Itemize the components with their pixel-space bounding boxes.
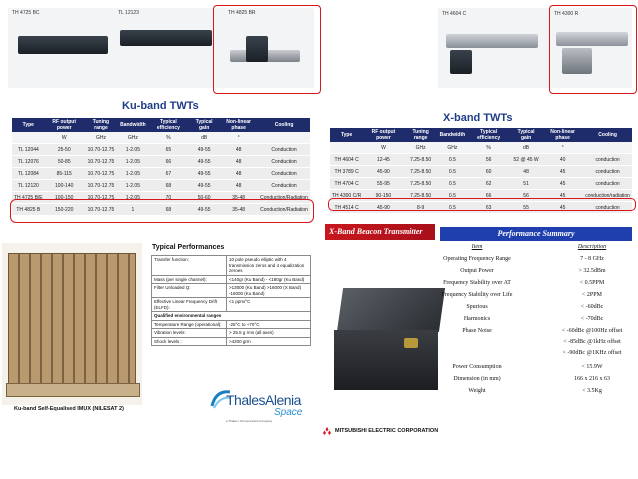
table-cell: 68	[148, 204, 189, 216]
table-cell: 49-55	[189, 144, 219, 156]
summary-item: Power Consumption	[452, 364, 502, 370]
summary-item	[402, 338, 552, 346]
beacon-banner-text: X-Band Beacon Transmitter	[329, 227, 423, 236]
table-cell: 48	[219, 180, 258, 192]
summary-desc: < -70dBc	[580, 316, 604, 322]
unit-cell: W	[45, 132, 84, 144]
table-cell: 1-2.05	[118, 156, 148, 168]
table-cell: 67	[148, 168, 189, 180]
table-cell: 48	[510, 166, 542, 178]
table-cell: 85-115	[45, 168, 84, 180]
table-cell: 45	[542, 190, 583, 202]
perf-value: -25°C to +70°C	[227, 320, 311, 329]
table-cell: TL 12084	[12, 168, 45, 180]
col-cooling: Cooling	[583, 128, 632, 142]
col-phase: Non-linear phase	[219, 118, 258, 132]
summary-row	[402, 255, 634, 263]
col-bandwidth: Bandwidth	[118, 118, 148, 132]
col-type: Type	[12, 118, 45, 132]
summary-header-row	[402, 243, 634, 251]
summary-row	[402, 363, 634, 371]
table-cell: 45	[542, 166, 583, 178]
unit-cell: dB	[510, 142, 542, 154]
x-highlight-box-photo	[549, 5, 637, 94]
col-rf-power: RF output power	[45, 118, 84, 132]
table-cell: TH 4514 C	[330, 202, 363, 214]
summary-item: Dimension (in mm)	[453, 376, 501, 382]
perf-label: Mass (per single channel):	[152, 275, 227, 284]
table-row	[152, 256, 311, 276]
table-cell: 48	[219, 156, 258, 168]
ku-caption-3: TH 4825 BR	[228, 10, 256, 16]
table-cell: 56	[467, 154, 510, 166]
summary-desc: < 0.5PPM	[579, 280, 605, 286]
table-cell: TH 4704 C	[330, 178, 363, 190]
table-cell: 0.5	[438, 154, 468, 166]
summary-desc: < 15.9W	[581, 364, 603, 370]
table-cell: 50-85	[45, 156, 84, 168]
summary-row	[402, 338, 634, 346]
table-cell: 68	[148, 180, 189, 192]
table-cell: Conduction	[258, 156, 310, 168]
table-cell: 45-90	[363, 166, 403, 178]
col-gain: Typical gain	[510, 128, 542, 142]
twt-image-4-body	[450, 50, 472, 74]
unit-cell: °	[542, 142, 583, 154]
imux-base	[6, 383, 140, 397]
summary-desc: 7 - 8 GHz	[580, 256, 604, 262]
summary-desc: < -60dBc @100Hz offset	[561, 328, 623, 334]
table-cell: 48	[219, 144, 258, 156]
table-cell: 8-9	[404, 202, 438, 214]
table-cell: Conduction	[258, 180, 310, 192]
imux-filter	[8, 253, 136, 390]
col-efficiency: Typical efficiency	[148, 118, 189, 132]
table-row	[152, 320, 311, 329]
summary-row	[402, 375, 634, 383]
perf-table	[151, 255, 311, 346]
table-cell: 55-95	[363, 178, 403, 190]
perf-value: <1 ppm/°C	[227, 298, 311, 312]
table-row	[152, 275, 311, 284]
unit-cell: GHz	[118, 132, 148, 144]
twt-image-2	[120, 30, 212, 46]
summary-item: Operating Frequency Range	[443, 256, 511, 262]
logo-text: ThalesAlenia	[226, 392, 301, 408]
table-cell: 63	[467, 202, 510, 214]
unit-cell: dB	[189, 132, 219, 144]
summary-item	[402, 349, 552, 357]
imux-caption: Ku-band Self-Equalised IMUX (NILESAT 2)	[14, 406, 124, 412]
table-cell: 56	[510, 190, 542, 202]
imux-photo	[2, 243, 142, 405]
logo-tagline: a Thales / Finmeccanica Company	[226, 419, 273, 423]
summary-row	[402, 349, 634, 357]
table-cell: 48	[219, 168, 258, 180]
table-cell: 1-2.05	[118, 192, 148, 204]
summary-item: Frequency Stability over AT	[443, 280, 511, 286]
mitsubishi-logo	[322, 426, 452, 436]
performance-summary	[402, 243, 634, 395]
beacon-banner	[325, 224, 435, 240]
unit-cell	[12, 132, 45, 144]
unit-cell: %	[148, 132, 189, 144]
table-row	[12, 156, 310, 168]
table-cell: 50-60	[189, 192, 219, 204]
table-cell: 100-140	[45, 180, 84, 192]
table-row	[152, 284, 311, 298]
summary-desc: > 32.5dBm	[578, 268, 606, 274]
perf-label: Filter Unloaded Q:	[152, 284, 227, 298]
summary-item: Frequency Stability over Life	[441, 292, 513, 298]
table-cell: 62	[467, 178, 510, 190]
col-phase: Non-linear phase	[542, 128, 583, 142]
summary-desc: < 3.5Kg	[582, 388, 602, 394]
x-caption-2: TH 4300 R	[554, 11, 579, 17]
table-cell: conduction	[583, 154, 632, 166]
table-cell: 35-48	[219, 192, 258, 204]
perf-value: <140gr (Ku Band) - <180gr (Ku Band)	[227, 275, 311, 284]
table-cell: 0.5	[438, 202, 468, 214]
table-cell: 52 @ 45 W	[510, 154, 542, 166]
units-row	[12, 132, 310, 144]
table-cell: TH 4825 B	[12, 204, 45, 216]
table-cell: conduction	[583, 202, 632, 214]
table-cell: 90-150	[363, 190, 403, 202]
col-rf-power: RF output power	[363, 128, 403, 142]
table-cell: 45-90	[363, 202, 403, 214]
perf-title: Typical Performances	[152, 244, 225, 251]
table-cell: TL 12076	[12, 156, 45, 168]
summary-row	[402, 291, 634, 299]
table-cell: TH 4300 C/R	[330, 190, 363, 202]
x-caption-1: TH 4604 C	[442, 11, 467, 17]
table-cell: 150-220	[45, 204, 84, 216]
unit-cell: %	[467, 142, 510, 154]
table-cell: 10.70-12.75	[84, 168, 118, 180]
col-efficiency: Typical efficiency	[467, 128, 510, 142]
col-type: Type	[330, 128, 363, 142]
table-cell: TL 12044	[12, 144, 45, 156]
table-cell: 10.70-12.75	[84, 144, 118, 156]
table-cell: 49-55	[189, 204, 219, 216]
col-bandwidth: Bandwidth	[438, 128, 468, 142]
perf-label: Transfer function:	[152, 256, 227, 276]
table-cell: 7.25-8.50	[404, 178, 438, 190]
table-cell: Conduction	[258, 144, 310, 156]
unit-cell: GHz	[404, 142, 438, 154]
unit-cell	[583, 142, 632, 154]
x-section-title: X-band TWTs	[443, 112, 513, 124]
table-cell: 0.5	[438, 178, 468, 190]
table-cell: 10.70-12.75	[84, 192, 118, 204]
summary-col-desc: Description	[577, 244, 607, 250]
perf-value: >4200 grm	[227, 337, 311, 346]
perf-value: 10 pole pseudo elliptic with 4 transmission zeros and 4 equalization zeroes	[227, 256, 311, 276]
summary-row	[402, 279, 634, 287]
thales-logo	[212, 386, 312, 426]
table-cell: Conduction	[258, 168, 310, 180]
table-cell: 1	[118, 204, 148, 216]
table-cell: 1-2.05	[118, 168, 148, 180]
table-cell: TH 4604 C	[330, 154, 363, 166]
ku-caption-1: TH 4725 BC	[12, 10, 40, 16]
table-row	[12, 168, 310, 180]
unit-cell: GHz	[84, 132, 118, 144]
table-cell: 66	[148, 156, 189, 168]
col-gain: Typical gain	[189, 118, 219, 132]
table-row	[152, 298, 311, 312]
table-cell: 66	[467, 190, 510, 202]
summary-item: Spurious	[466, 304, 488, 310]
summary-title: Performance Summary	[497, 229, 575, 238]
table-cell: TH 4725 B/E	[12, 192, 45, 204]
table-cell: 70	[148, 192, 189, 204]
table-cell: 49-55	[189, 180, 219, 192]
table-cell: 51	[510, 178, 542, 190]
table-cell: 1-2.05	[118, 180, 148, 192]
perf-value: > 25.5 g rms (all axes)	[227, 329, 311, 338]
table-cell: 60	[467, 166, 510, 178]
table-cell: 7.25-8.50	[404, 154, 438, 166]
table-cell: 10.70-12.75	[84, 180, 118, 192]
unit-cell	[330, 142, 363, 154]
perf-label: Vibration levels:	[152, 329, 227, 338]
summary-row	[402, 303, 634, 311]
table-cell: 55	[510, 202, 542, 214]
table-cell: TL 12120	[12, 180, 45, 192]
table-cell: 40	[542, 154, 583, 166]
perf-value: >13000 (Ku Band) >16000 (X Band) -16000 (Ku Band)	[227, 284, 311, 298]
table-cell: 49-55	[189, 156, 219, 168]
unit-cell: W	[363, 142, 403, 154]
ku-highlight-box-rows	[10, 199, 314, 223]
company-name: MITSUBISHI ELECTRIC CORPORATION	[335, 428, 439, 434]
summary-desc: < -85dBc @1kHz offset	[563, 339, 621, 345]
summary-item: Phase Noise	[462, 328, 492, 334]
mitsubishi-diamonds-icon	[322, 427, 332, 436]
table-cell: 45	[542, 202, 583, 214]
table-cell: 65	[148, 144, 189, 156]
table-cell: 7.25-8.50	[404, 190, 438, 202]
table-header-row	[330, 128, 632, 142]
summary-row	[402, 327, 634, 335]
summary-item: Weight	[468, 388, 486, 394]
ku-section-title: Ku-band TWTs	[122, 100, 199, 112]
col-tuning: Tuning range	[404, 128, 438, 142]
table-row	[152, 312, 311, 321]
ku-caption-2: TL 12123	[118, 10, 139, 16]
summary-row	[402, 315, 634, 323]
table-cell: conduction	[583, 166, 632, 178]
table-row	[330, 154, 632, 166]
table-cell: 0.5	[438, 166, 468, 178]
summary-desc: < -60dBc	[580, 304, 604, 310]
table-cell: conduction	[583, 178, 632, 190]
table-cell: conduction/radiation	[583, 190, 632, 202]
summary-item: Harmonics	[463, 316, 491, 322]
table-cell: 7.25-8.50	[404, 166, 438, 178]
perf-label: Effective Linear Frequency Drift (ELFD):	[152, 298, 227, 312]
summary-row	[402, 387, 634, 395]
table-row	[12, 180, 310, 192]
unit-cell: GHz	[438, 142, 468, 154]
summary-title-bar	[440, 227, 632, 241]
col-tuning: Tuning range	[84, 118, 118, 132]
unit-cell	[258, 132, 310, 144]
perf-label: Qualified environmental ranges	[152, 312, 311, 321]
table-row	[330, 166, 632, 178]
perf-label: Shock levels :	[152, 337, 227, 346]
table-cell: Conduction/Radiation	[258, 192, 310, 204]
table-cell: TH 3789 C	[330, 166, 363, 178]
table-row	[12, 144, 310, 156]
perf-label: Temperature Range (operational):	[152, 320, 227, 329]
table-cell: 100-150	[45, 192, 84, 204]
table-cell: 1-2.05	[118, 144, 148, 156]
summary-desc: < 2PPM	[582, 292, 602, 298]
summary-desc: 166 x 216 x 63	[574, 376, 610, 382]
summary-item: Output Power	[460, 268, 494, 274]
table-row	[152, 337, 311, 346]
x-highlight-box-row	[328, 198, 636, 211]
table-cell: 49-55	[189, 168, 219, 180]
table-cell: 35-48	[219, 204, 258, 216]
twt-image-1	[18, 36, 108, 54]
table-cell: 25-50	[45, 144, 84, 156]
table-header-row	[12, 118, 310, 132]
table-cell: Conduction/Radiation	[258, 204, 310, 216]
units-row	[330, 142, 632, 154]
col-cooling: Cooling	[258, 118, 310, 132]
ku-highlight-box-photo	[213, 5, 321, 94]
table-row	[152, 329, 311, 338]
summary-col-item: Item	[471, 244, 483, 250]
logo-sub: Space	[274, 407, 303, 418]
table-cell: 10.70-12.75	[84, 204, 118, 216]
twt-image-4	[446, 34, 538, 48]
table-cell: 10.70-12.75	[84, 156, 118, 168]
table-cell: 45	[542, 178, 583, 190]
table-row	[330, 178, 632, 190]
summary-desc: < -90dBc @1KHz offset	[562, 350, 622, 356]
table-cell: 12-45	[363, 154, 403, 166]
summary-row	[402, 267, 634, 275]
table-cell: 0.5	[438, 190, 468, 202]
unit-cell: °	[219, 132, 258, 144]
